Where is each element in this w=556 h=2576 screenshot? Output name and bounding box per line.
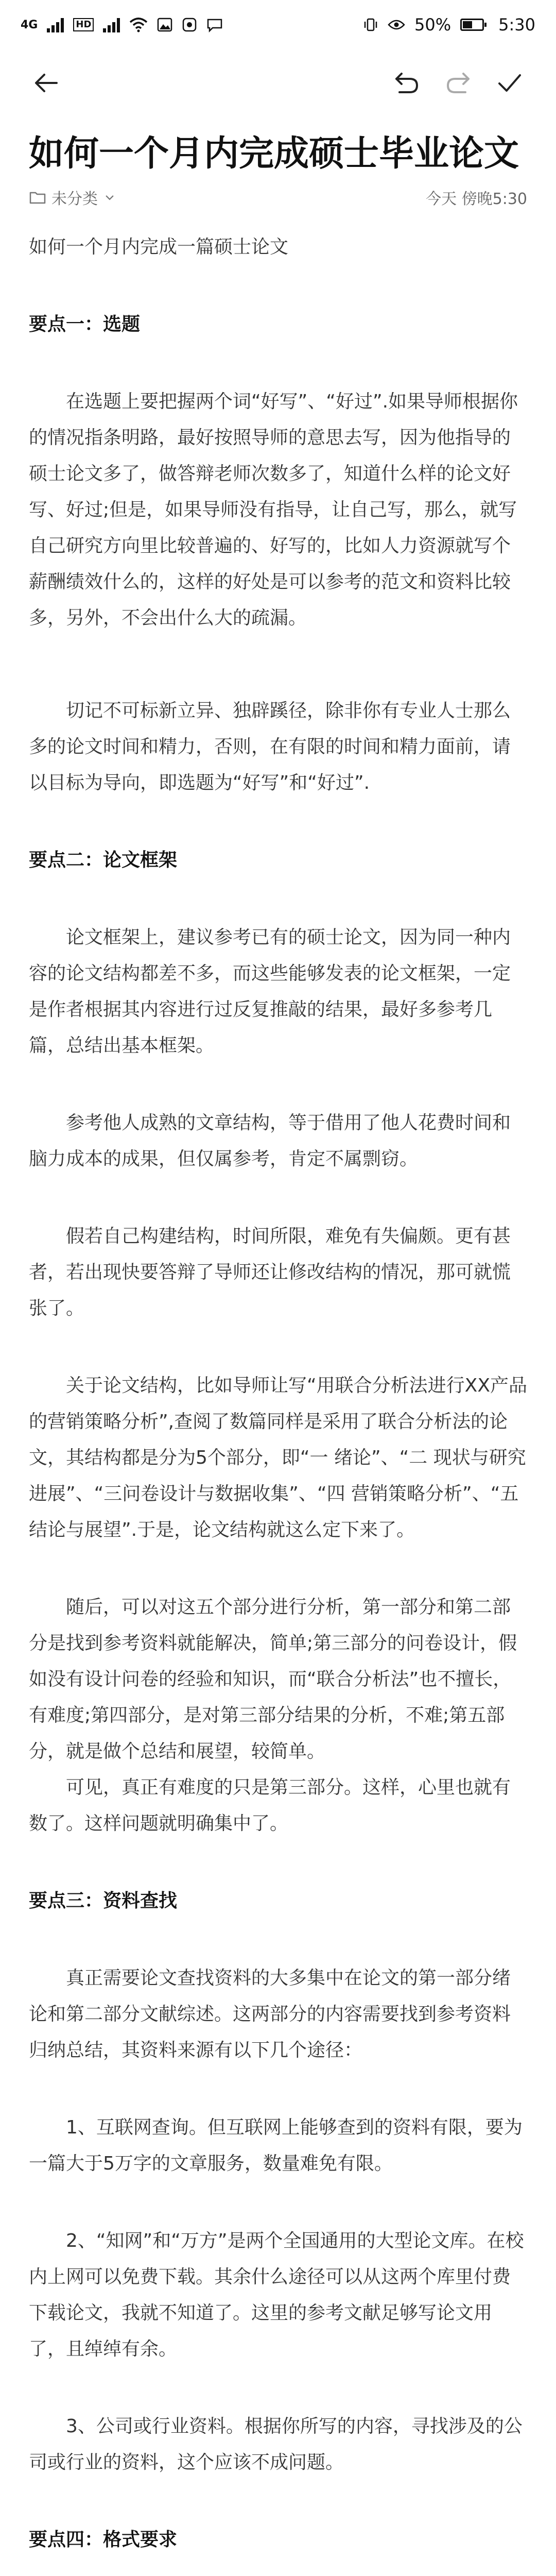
checkmark-icon [495, 69, 524, 97]
paragraph: 参考他人成熟的文章结构，等于借用了他人花费时间和脑力成本的成果，但仅属参考，肯定不属剽窃。 [29, 1112, 511, 1170]
signal-type-label: 4G [21, 18, 38, 31]
chevron-down-icon [103, 191, 116, 204]
paragraph: 假若自己构建结构，时间所限，难免有失偏颇。更有甚者，若出现快要答辩了导师还让修改结构的情况，那可就慌张了。 [29, 1226, 511, 1319]
message-notification-icon [206, 17, 223, 32]
folder-icon [29, 189, 46, 206]
section-heading: 要点二：论文框架 [29, 850, 178, 871]
category-label: 未分类 [51, 190, 98, 208]
redo-button[interactable] [432, 57, 484, 109]
back-button[interactable] [21, 57, 72, 109]
signal-strength-icon [47, 17, 64, 32]
note-timestamp: 今天 傍晚5:30 [426, 190, 527, 208]
note-body[interactable] [0, 229, 556, 2576]
app-notification-icon [182, 17, 197, 32]
battery-icon [460, 19, 484, 31]
note-meta-row [0, 181, 556, 229]
wifi-icon [129, 17, 148, 32]
section-heading: 要点一：选题 [29, 314, 141, 335]
done-button[interactable] [484, 57, 535, 109]
vibrate-icon [363, 17, 378, 32]
image-notification-icon [157, 17, 172, 32]
paragraph: 可见，真正有难度的只是第三部分。这样，心里也就有数了。这样问题就明确集中了。 [29, 1777, 511, 1834]
back-arrow-icon [32, 69, 61, 97]
paragraph: 在选题上要把握两个词“好写”、“好过”.如果导师根据你的情况指条明路，最好按照导师的意思去写，因为他指导的硕士论文多了，做答辩老师次数多了，知道什么样的论文好写、好过;但是，如果导师没有指导，让自己写，那么，就写自己研究方向里比较普遍的、好写的，比如人力资源就写个薪酬绩效什么的，这样的好处是可以参考的范文和资料比较多，另外，不会出什么大的疏漏。 [29, 391, 518, 629]
undo-button[interactable] [381, 57, 432, 109]
paragraph: 关于论文结构，比如导师让写“用联合分析法进行XX产品的营销策略分析”,查阅了数篇同样是采用了联合分析法的论文，其结构都是分为5个部分，即“一 绪论”、“二 现状与研究进展”、“三问卷设计与数据收集”、“四 营销策略分析”、“五 结论与展望”.于是，论文结构就这么定下来了。 [29, 1375, 527, 1540]
paragraph: 3、公司或行业资料。根据你所写的内容，寻找涉及的公司或行业的资料，这个应该不成问题。 [29, 2416, 523, 2473]
hd-badge: HD [73, 18, 94, 31]
battery-level-fill [463, 21, 472, 28]
redo-icon [444, 69, 473, 97]
eye-comfort-icon [388, 19, 405, 31]
paragraph: 1、互联网查询。但互联网上能够查到的资料有限，要为一篇大于5万字的文章服务，数量难免有限。 [29, 2117, 523, 2174]
paragraph: 真正需要论文查找资料的大多集中在论文的第一部分绪论和第二部分文献综述。这两部分的内容需要找到参考资料归纳总结，其资料来源有以下几个途径： [29, 1968, 511, 2061]
section-heading: 要点四：格式要求 [29, 2529, 178, 2550]
undo-icon [392, 69, 421, 97]
paragraph: 切记不可标新立异、独辟蹊径，除非你有专业人士那么多的论文时间和精力，否则，在有限的时间和精力面前，请以目标为导向，即选题为“好写”和“好过”. [29, 700, 511, 793]
signal-strength-icon-2 [103, 17, 120, 32]
note-toolbar [0, 49, 556, 116]
clock-time: 5:30 [498, 15, 535, 35]
paragraph: 论文框架上，建议参考已有的硕士论文，因为同一种内容的论文结构都差不多，而这些能够发表的论文框架，一定是作者根据其内容进行过反复推敲的结果，最好多参考几篇，总结出基本框架。 [29, 927, 511, 1056]
section-heading: 要点三：资料查找 [29, 1890, 178, 1911]
paragraph: 随后，可以对这五个部分进行分析，第一部分和第二部分是找到参考资料就能解决，简单;第三部分的问卷设计，假如没有设计问卷的经验和知识，而“联合分析法”也不擅长，有难度;第四部分，是对第三部分结果的分析，不难;第五部分，就是做个总结和展望，较简单。 [29, 1597, 517, 1762]
category-selector[interactable] [29, 186, 116, 209]
battery-percentage: 50% [414, 15, 451, 35]
intro-line: 如何一个月内完成一篇硕士论文 [29, 236, 289, 258]
status-bar [0, 0, 556, 49]
paragraph: 2、“知网”和“万方”是两个全国通用的大型论文库。在校内上网可以免费下载。其余什么途径可以从这两个库里付费下载论文，我就不知道了。这里的参考文献足够写论文用了，且绰绰有余。 [29, 2230, 524, 2360]
note-title[interactable]: 如何一个月内完成硕士毕业论文 [29, 133, 519, 174]
